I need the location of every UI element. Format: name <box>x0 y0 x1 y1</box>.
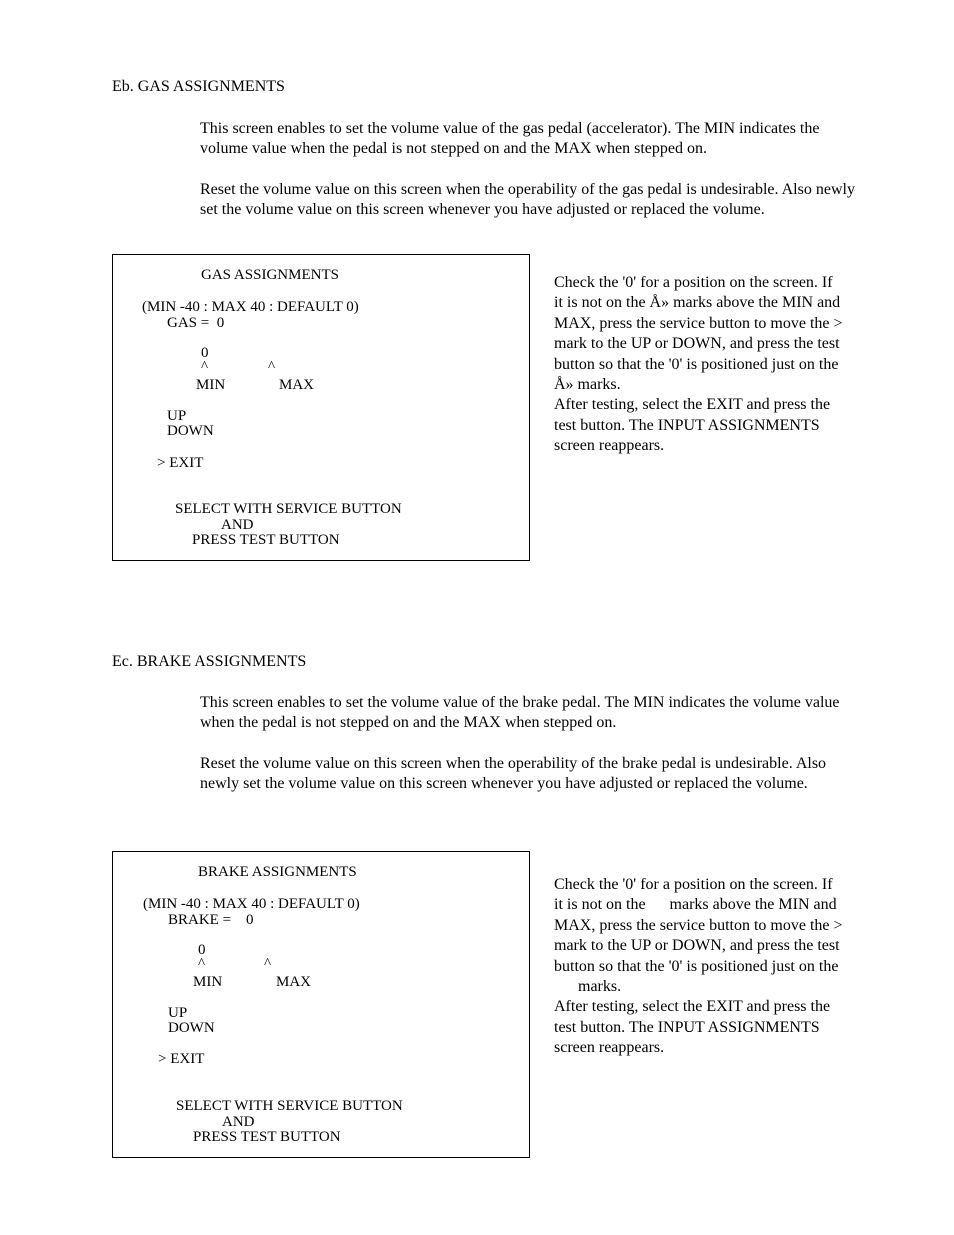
brake-instruction-line: it is not on the marks above the MIN and <box>554 896 837 914</box>
gas-screen-range: (MIN -40 : MAX 40 : DEFAULT 0) <box>142 299 359 315</box>
gas-instruction-line: screen reappears. <box>554 437 665 455</box>
gas-screen-footer-line-1: SELECT WITH SERVICE BUTTON <box>175 501 402 517</box>
brake-description-para-2: Reset the volume value on this screen when the operability of the brake pedal is undesirable. Also newly set the volume value on this screen whenever you have adjusted or replaced the volume. <box>200 755 827 793</box>
gas-screen-caret-max: ^ <box>268 359 276 375</box>
brake-screen-up-option: UP <box>168 1005 188 1021</box>
gas-instruction-line: button so that the '0' is positioned just on the <box>554 355 839 373</box>
brake-screen-max-label: MAX <box>276 974 312 990</box>
gas-instruction-line: After testing, select the EXIT and press the <box>554 396 831 414</box>
gas-instruction-line: test button. The INPUT ASSIGNMENTS <box>554 416 820 434</box>
brake-screen-value: BRAKE = 0 <box>168 912 254 928</box>
brake-screen-title: BRAKE ASSIGNMENTS <box>198 864 357 880</box>
brake-screen-caret-max: ^ <box>264 956 272 972</box>
gas-instruction-line: MAX, press the service button to move the > <box>554 314 843 332</box>
brake-screen-footer-line-2: AND <box>222 1114 255 1130</box>
brake-screen-footer-line-1: SELECT WITH SERVICE BUTTON <box>176 1098 403 1114</box>
brake-screen-range: (MIN -40 : MAX 40 : DEFAULT 0) <box>143 896 360 912</box>
brake-instruction-line: mark to the UP or DOWN, and press the test <box>554 937 840 955</box>
gas-screen-min-label: MIN <box>196 377 226 393</box>
brake-instructions <box>554 875 869 1059</box>
brake-instruction-line: test button. The INPUT ASSIGNMENTS <box>554 1018 820 1036</box>
brake-instruction-line: MAX, press the service button to move the > <box>554 916 843 934</box>
gas-screen-down-option: DOWN <box>167 423 214 439</box>
gas-screen-footer-line-2: AND <box>221 517 254 533</box>
gas-screen-zero-marker: 0 <box>201 345 209 361</box>
gas-description-para-1: This screen enables to set the volume value of the gas pedal (accelerator). The MIN indicates the volume value when the pedal is not stepped on and the MAX when stepped on. <box>200 120 820 158</box>
gas-instruction-line: it is not on the Å» marks above the MIN and <box>554 294 841 312</box>
brake-screen-frame <box>112 851 530 1158</box>
gas-screen-max-label: MAX <box>279 377 315 393</box>
brake-screen-footer-line-3: PRESS TEST BUTTON <box>193 1129 341 1145</box>
gas-screen-title: GAS ASSIGNMENTS <box>201 267 339 283</box>
section-heading-brake: Ec. BRAKE ASSIGNMENTS <box>112 653 307 670</box>
gas-instruction-line: mark to the UP or DOWN, and press the test <box>554 335 840 353</box>
brake-screen-zero-marker: 0 <box>198 942 206 958</box>
brake-screen-exit-option: > EXIT <box>158 1051 205 1067</box>
brake-description-para-1: This screen enables to set the volume value of the brake pedal. The MIN indicates the volume value when the pedal is not stepped on and the MAX when stepped on. <box>200 694 840 732</box>
brake-instruction-line: button so that the '0' is positioned just on the <box>554 957 839 975</box>
gas-screen-footer-line-3: PRESS TEST BUTTON <box>192 532 340 548</box>
section-heading-gas: Eb. GAS ASSIGNMENTS <box>112 78 285 95</box>
gas-screen-exit-option: > EXIT <box>157 455 204 471</box>
gas-instructions <box>554 273 869 457</box>
brake-instruction-line: Check the '0' for a position on the screen. If <box>554 876 833 893</box>
gas-screen-frame <box>112 254 530 561</box>
brake-screen-caret-min: ^ <box>198 956 206 972</box>
brake-instruction-line: After testing, select the EXIT and press the <box>554 998 831 1016</box>
gas-description-para-2: Reset the volume value on this screen when the operability of the gas pedal is undesirable. Also newly set the volume value on this screen whenever you have adjusted or replaced the volume. <box>200 181 855 219</box>
gas-screen-value: GAS = 0 <box>167 315 225 331</box>
gas-screen-up-option: UP <box>167 408 187 424</box>
gas-instruction-line: Å» marks. <box>554 376 621 394</box>
gas-screen-caret-min: ^ <box>201 359 209 375</box>
brake-instruction-line: marks. <box>554 978 622 996</box>
brake-screen-down-option: DOWN <box>168 1020 215 1036</box>
gas-instruction-line: Check the '0' for a position on the screen. If <box>554 274 833 291</box>
brake-instruction-line: screen reappears. <box>554 1039 665 1057</box>
brake-screen-min-label: MIN <box>193 974 223 990</box>
